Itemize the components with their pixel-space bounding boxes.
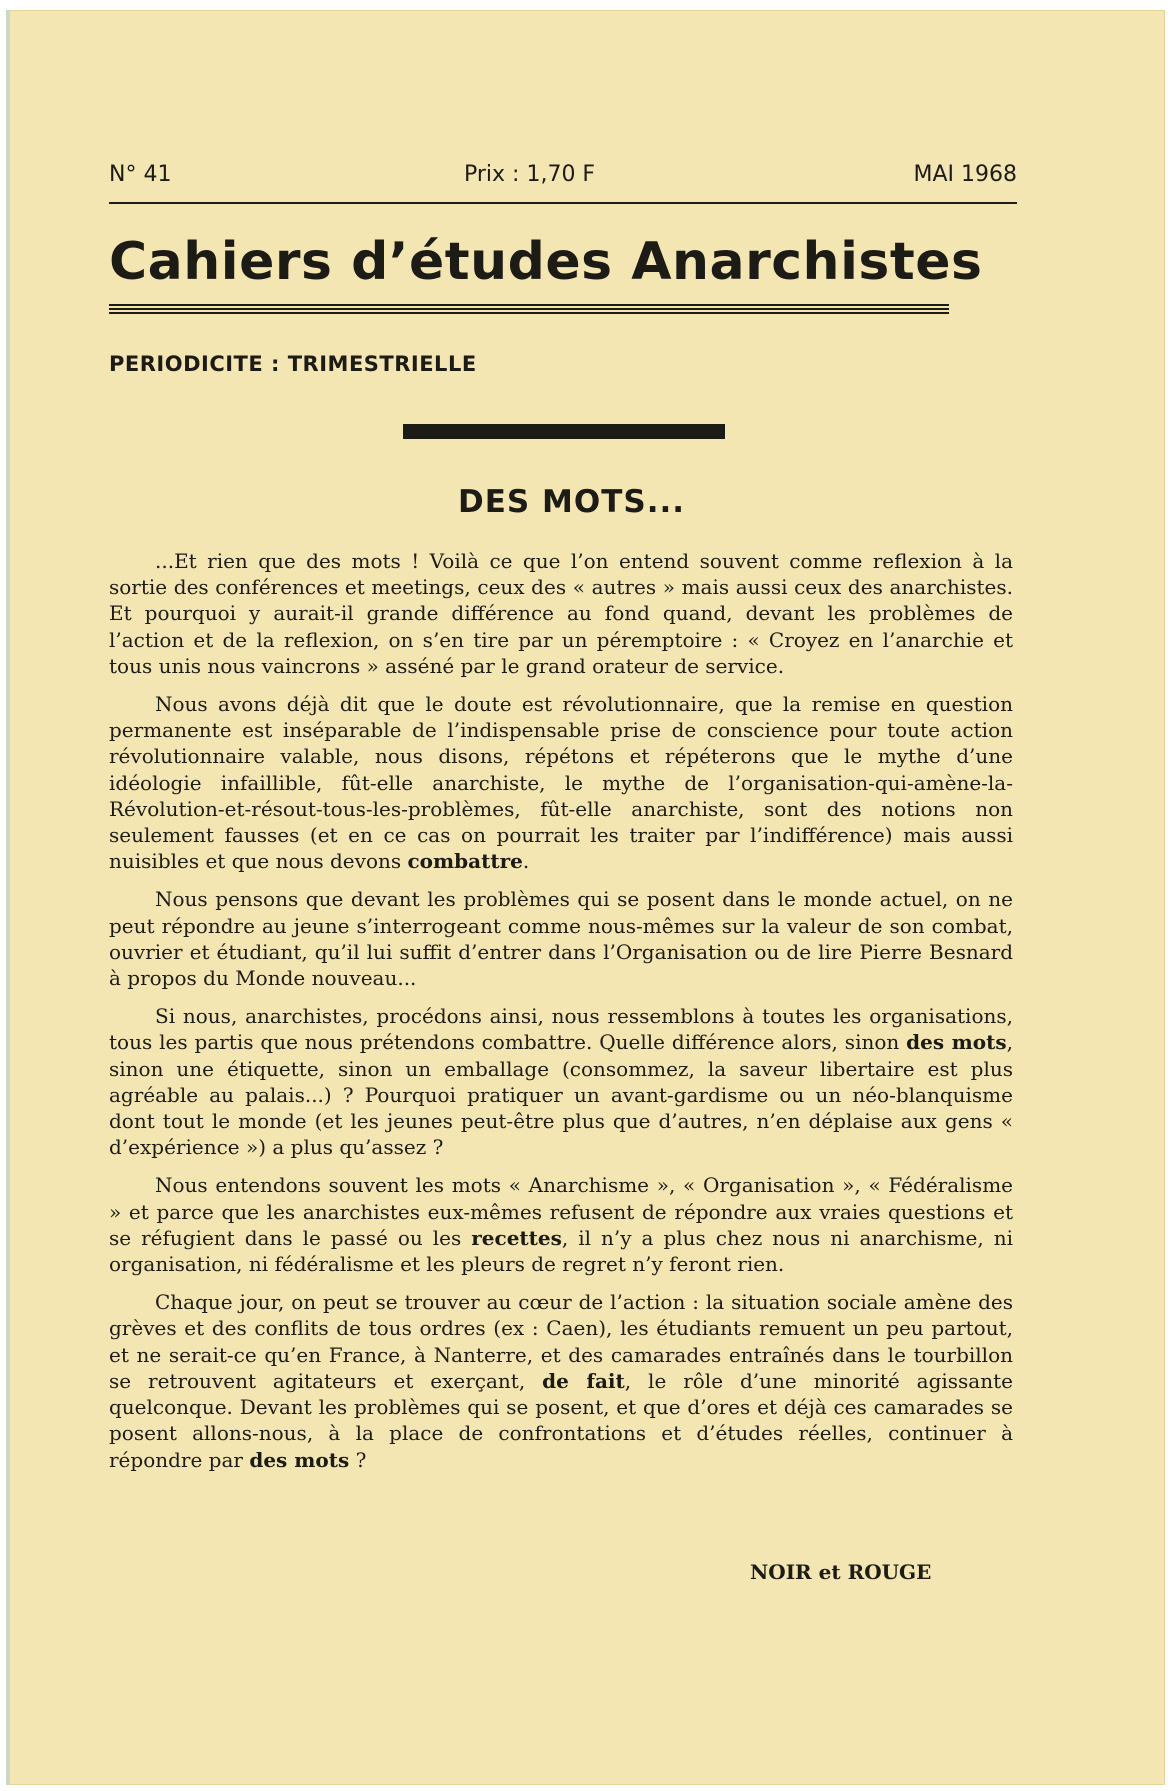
paragraph-4-text-b: , sinon une étiquette, sinon un emballage (consommez, la saveur libertaire est plus agréable au palais...) ? Pourquoi pratiquer un avant-gardisme ou un néo-blanquisme dont tout le monde (et les jeunes peut-être plus que d’autres, n’en déplaise aux gens « d’expérience ») a plus qu’assez ? — [109, 1030, 1014, 1160]
paragraph-6 — [109, 1289, 1013, 1472]
issue-price: Prix : 1,70 F — [464, 162, 596, 187]
paragraph-5-emphasis: recettes — [471, 1225, 562, 1250]
paragraph-4 — [109, 1003, 1013, 1160]
paragraph-2-text-a: Nous avons déjà dit que le doute est révolutionnaire, que la remise en question permanente est inséparable de l’indispensable prise de conscience pour toute action révolutionnaire valable, nous disons, répétons et répéterons que le mythe d’une idéologie infaillible, fût-elle anarchiste, le mythe de l’organisation-qui-amène-la-Révolution-et-résout-tous-les-problèmes, fût-elle anarchiste, sont des notions non seulement fausses (et en ce cas on pourrait les traiter par l’indifférence) mais aussi nuisibles et que nous devons — [109, 692, 1013, 874]
paragraph-5-text-a: Nous entendons souvent les mots « Anarchisme », « Organisation », « Fédéralisme » et parce que les anarchistes eux-mêmes refusent de répondre aux vraies questions et se réfugient dans le passé ou les — [109, 1173, 1013, 1250]
paragraph-6-emphasis-1: de fait — [542, 1368, 625, 1393]
title-rule-2 — [109, 308, 949, 310]
article-body — [109, 548, 1013, 1485]
title-underline-rules — [109, 304, 949, 318]
paragraph-6-text-b: , le rôle d’une minorité agissante quelconque. Devant les problèmes qui se posent, et que d’ores et déjà ces camarades se posent allons-nous, à la place de confrontations et d’études réelles, continuer à répondre par — [109, 1368, 1013, 1472]
title-rule-3 — [109, 312, 949, 314]
paragraph-6-emphasis-2: des mots — [249, 1447, 350, 1472]
decorative-bar — [403, 424, 725, 439]
paragraph-2 — [109, 691, 1013, 874]
paragraph-6-text-c: ? — [349, 1447, 367, 1472]
title-rule-1 — [109, 304, 949, 306]
paragraph-5 — [109, 1172, 1013, 1277]
paragraph-6-text-a: Chaque jour, on peut se trouver au cœur de l’action : la situation sociale amène des grèves et des conflits de tous ordres (ex : Caen), les étudiants remuent un peu partout, et ne serait-ce qu’en France, à Nanterre, et des camarades entraînés dans le tourbillon se retrouvent agitateurs et exerçant, — [109, 1290, 1013, 1393]
header-rule — [109, 202, 1017, 204]
masthead-info-row — [109, 162, 1017, 196]
paragraph-1-text: ...Et rien que des mots ! Voilà ce que l’on entend souvent comme reflexion à la sortie des conférences et meetings, ceux des « autres » mais aussi ceux des anarchistes. Et pourquoi y aurait-il grande différence au fond quand, devant les problèmes de l’action et de la reflexion, on s’en tire par un péremptoire : « Croyez en l’anarchie et tous unis nous vaincrons » asséné par le grand orateur de service. — [109, 549, 1013, 678]
paragraph-4-emphasis: des mots — [906, 1030, 1007, 1055]
paragraph-3 — [109, 886, 1013, 991]
paragraph-1 — [109, 548, 1013, 679]
paragraph-5-text-b: , il n’y a plus chez nous ni anarchisme, ni organisation, ni fédéralisme et les pleurs de regret n’y feront rien. — [109, 1225, 1013, 1277]
article-signature: NOIR et ROUGE — [750, 1560, 932, 1584]
magazine-title: Cahiers d’études Anarchistes — [109, 232, 983, 292]
article-title: DES MOTS... — [458, 484, 686, 520]
paragraph-2-text-b: . — [522, 849, 530, 874]
periodicity-label: PERIODICITE : TRIMESTRIELLE — [109, 352, 477, 376]
paragraph-4-text-a: Si nous, anarchistes, procédons ainsi, nous ressemblons à toutes les organisations, tous les partis que nous prétendons combattre. Quelle différence alors, sinon — [109, 1004, 1013, 1055]
issue-number: N° 41 — [109, 162, 172, 187]
paragraph-3-text: Nous pensons que devant les problèmes qui se posent dans le monde actuel, on ne peut répondre au jeune s’interrogeant comme nous-mêmes sur la valeur de son combat, ouvrier et étudiant, qu’il lui suffit d’entrer dans l’Organisation ou de lire Pierre Besnard à propos du Monde nouveau... — [109, 887, 1013, 991]
paragraph-2-emphasis: combattre — [407, 849, 523, 874]
issue-date: MAI 1968 — [913, 162, 1017, 187]
